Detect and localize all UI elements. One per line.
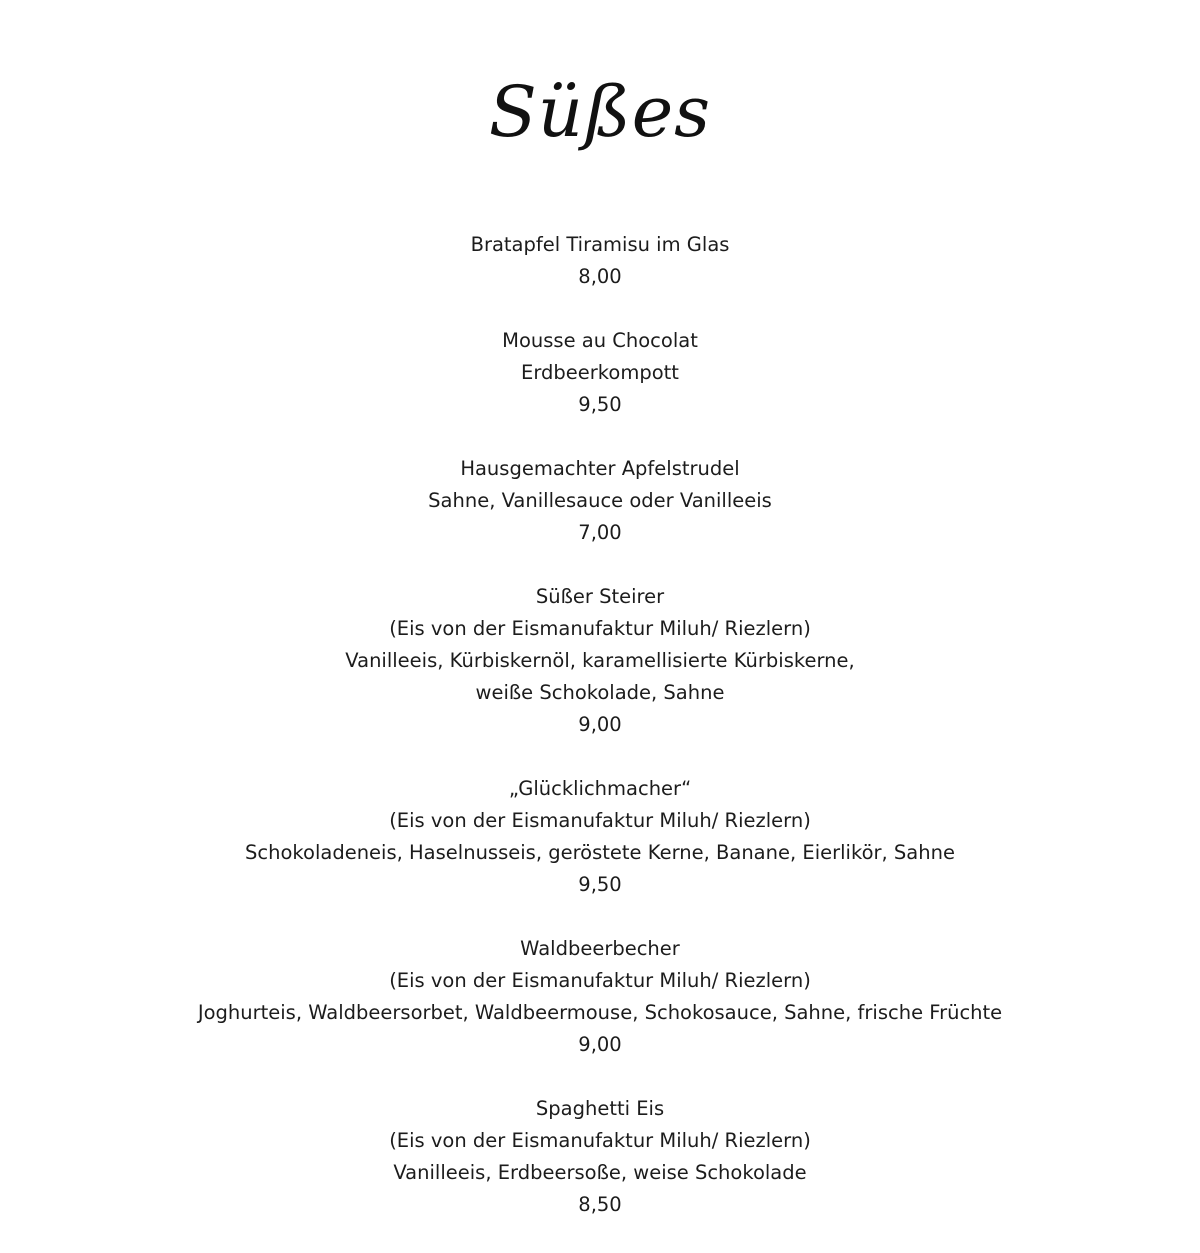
item-detail: Erdbeerkompott (521, 361, 679, 384)
item-detail: (Eis von der Eismanufaktur Miluh/ Riezlern) (389, 809, 811, 832)
item-detail: (Eis von der Eismanufaktur Miluh/ Riezlern) (389, 969, 811, 992)
item-name: Bratapfel Tiramisu im Glas (470, 233, 730, 256)
item-price: 9,00 (578, 713, 622, 736)
item-price: 8,00 (578, 265, 622, 288)
item-name: Spaghetti Eis (535, 1097, 665, 1120)
item-name: Waldbeerbecher (520, 937, 680, 960)
item-price: 9,50 (578, 873, 622, 896)
menu-item (0, 1093, 1200, 1221)
item-name: Hausgemachter Apfelstrudel (460, 457, 740, 480)
item-price: 7,00 (578, 521, 622, 544)
item-name: Süßer Steirer (535, 585, 665, 608)
item-detail: Joghurteis, Waldbeersorbet, Waldbeermouse, Schokosauce, Sahne, frische Früchte (197, 1001, 1003, 1024)
item-detail: Sahne, Vanillesauce oder Vanilleeis (428, 489, 772, 512)
item-detail: Vanilleeis, Erdbeersoße, weise Schokolade (393, 1161, 807, 1184)
menu-item (0, 773, 1200, 901)
menu-item (0, 453, 1200, 549)
item-name: Mousse au Chocolat (502, 329, 698, 352)
item-price: 9,00 (578, 1033, 622, 1056)
item-price: 8,50 (578, 1193, 622, 1216)
page-title: Süßes (488, 71, 712, 153)
menu-item (0, 933, 1200, 1061)
menu-item (0, 229, 1200, 293)
dessert-menu (0, 229, 1200, 1253)
item-detail: Schokoladeneis, Haselnusseis, geröstete Kerne, Banane, Eierlikör, Sahne (245, 841, 955, 864)
menu-item (0, 325, 1200, 421)
item-detail: weiße Schokolade, Sahne (475, 681, 725, 704)
item-detail: Vanilleeis, Kürbiskernöl, karamellisierte Kürbiskerne, (345, 649, 855, 672)
item-name: „Glücklichmacher“ (508, 777, 692, 800)
menu-item (0, 581, 1200, 741)
item-detail: (Eis von der Eismanufaktur Miluh/ Riezlern) (389, 1129, 811, 1152)
item-detail: (Eis von der Eismanufaktur Miluh/ Riezlern) (389, 617, 811, 640)
item-price: 9,50 (578, 393, 622, 416)
